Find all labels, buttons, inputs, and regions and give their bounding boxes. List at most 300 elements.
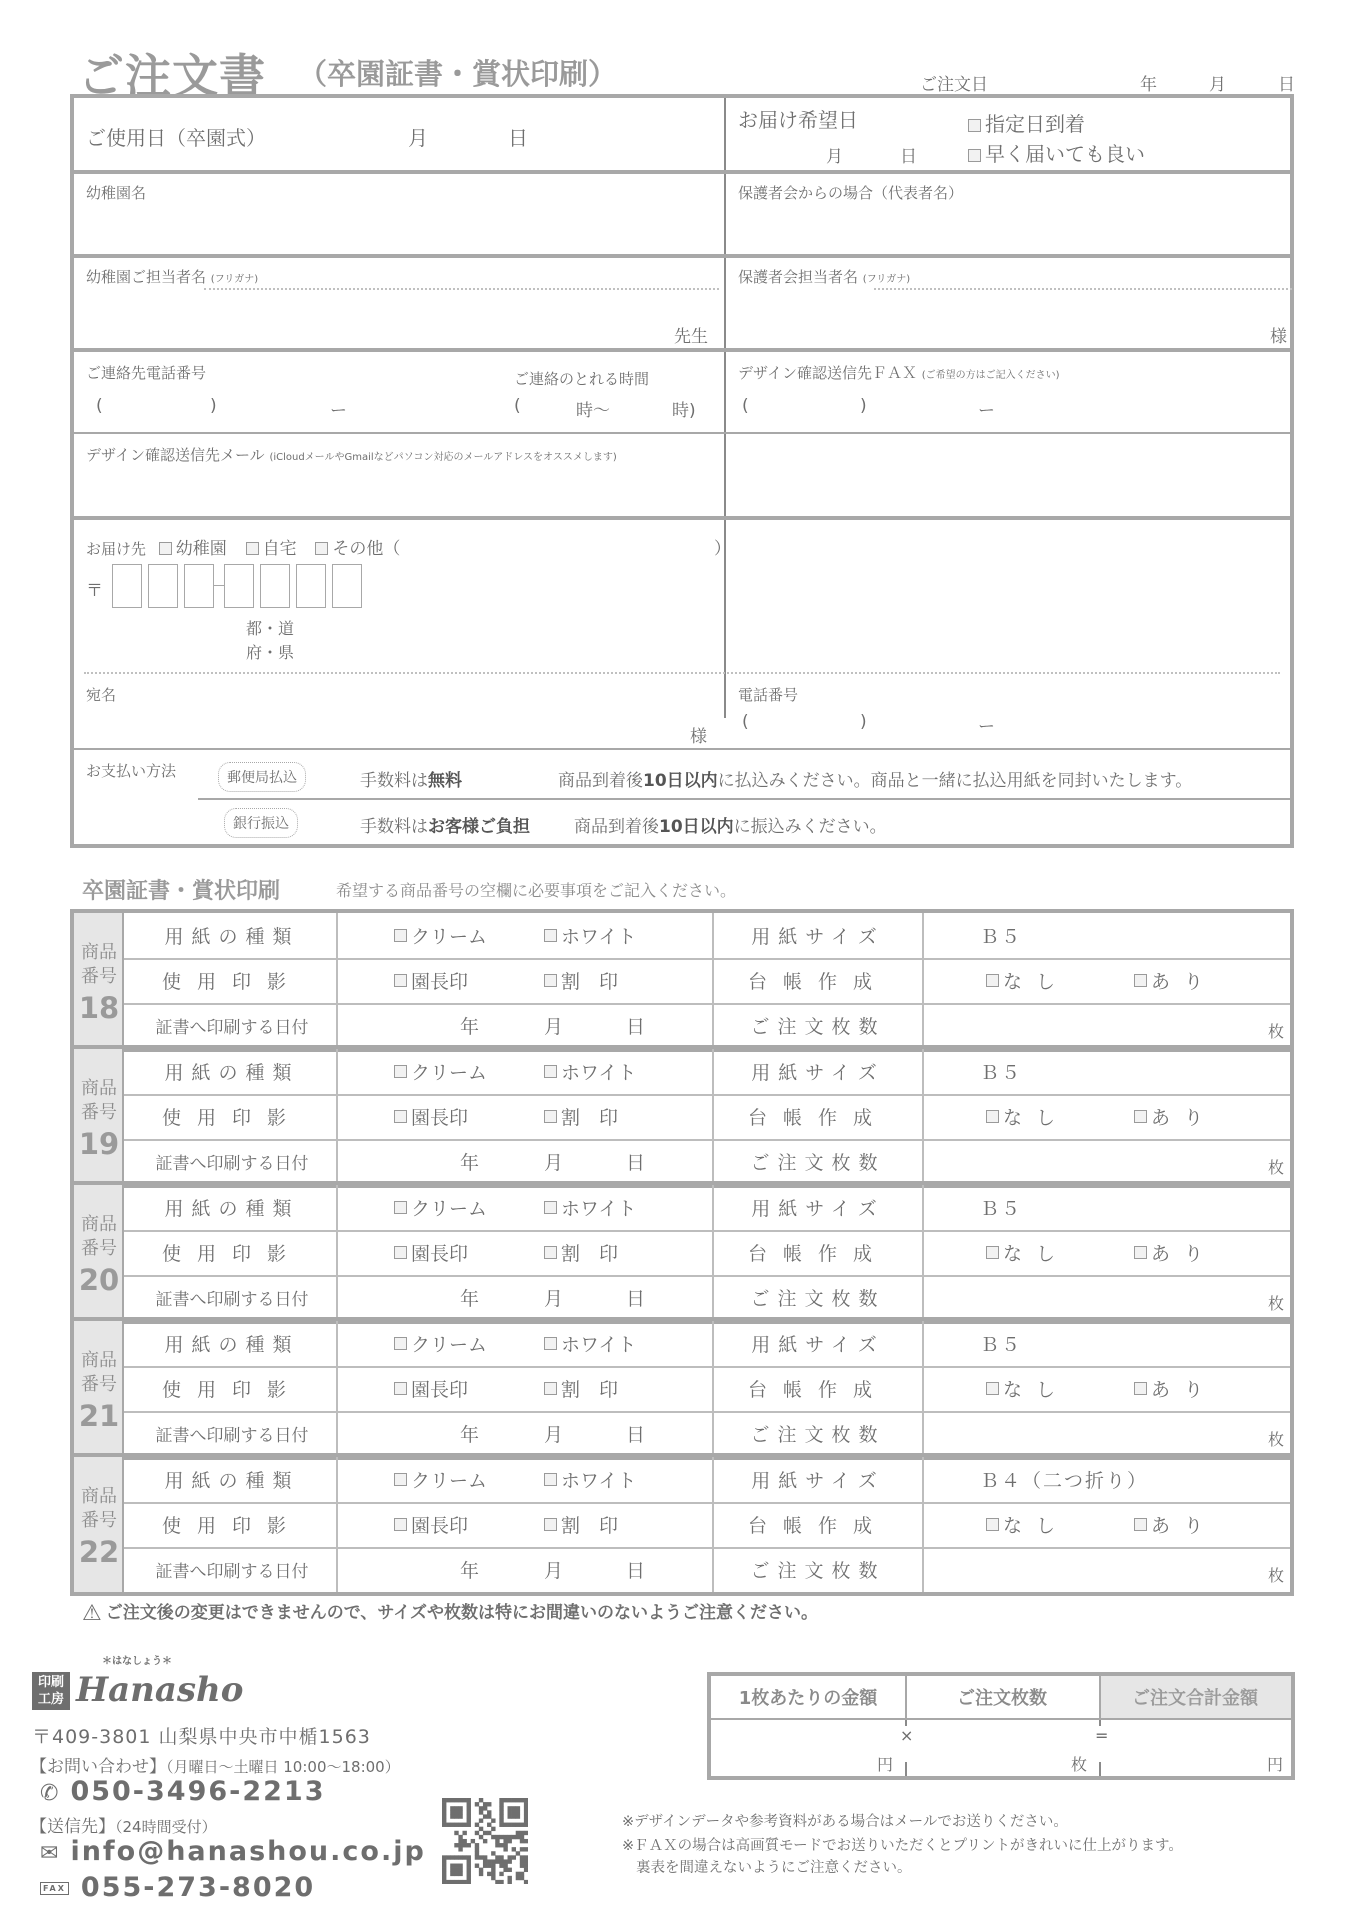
quantity-unit: 枚 bbox=[1268, 1294, 1285, 1313]
qr-module bbox=[446, 1798, 450, 1802]
quantity-input[interactable] bbox=[932, 1279, 1252, 1315]
zip-digit-7[interactable] bbox=[332, 564, 362, 608]
seal-label: 使用印影 bbox=[161, 971, 302, 993]
checkbox[interactable] bbox=[1134, 1518, 1147, 1531]
checkbox[interactable] bbox=[394, 1473, 407, 1486]
print-date-day[interactable]: 日 bbox=[626, 1560, 646, 1582]
print-date-month[interactable]: 月 bbox=[544, 1560, 564, 1582]
print-date-month[interactable]: 月 bbox=[544, 1152, 564, 1174]
checkbox[interactable] bbox=[968, 119, 981, 132]
ship-other-input[interactable] bbox=[514, 530, 704, 556]
delivery-month[interactable]: 月 bbox=[826, 147, 843, 167]
product-table-22 bbox=[70, 1453, 1294, 1596]
quantity-input[interactable] bbox=[932, 1007, 1252, 1043]
order-date bbox=[920, 70, 1295, 95]
product-number-cell bbox=[74, 1457, 124, 1592]
checkbox[interactable] bbox=[544, 1337, 557, 1350]
qr-module bbox=[454, 1872, 458, 1876]
ledger-label: 台帳作成 bbox=[747, 1515, 888, 1537]
ledger-no-option[interactable]: な し bbox=[986, 1502, 1059, 1547]
summary-header-total: ご注文合計金額 bbox=[1099, 1676, 1291, 1718]
qr-module bbox=[503, 1835, 507, 1839]
logo-name: Hanasho bbox=[76, 1670, 244, 1710]
qr-module bbox=[483, 1864, 487, 1868]
checkbox[interactable] bbox=[544, 1201, 557, 1214]
checkbox[interactable] bbox=[394, 974, 407, 987]
qr-module bbox=[458, 1806, 462, 1810]
qr-module bbox=[467, 1864, 471, 1868]
qr-module bbox=[499, 1802, 503, 1806]
checkbox[interactable] bbox=[394, 1246, 407, 1259]
seal-split-option[interactable]: 割 印 bbox=[544, 1502, 618, 1547]
qr-module bbox=[499, 1872, 503, 1876]
qr-code[interactable] bbox=[442, 1798, 528, 1884]
phone-paren-open: ( bbox=[96, 396, 103, 416]
ship-phone-dash: ー bbox=[978, 717, 995, 737]
zip-digit-5[interactable] bbox=[260, 564, 290, 608]
warning-icon: ⚠ bbox=[82, 1601, 102, 1626]
qr-module bbox=[483, 1839, 487, 1843]
guardian-assoc-label: 保護者会からの場合（代表者名） bbox=[738, 184, 964, 202]
zip-digit-6[interactable] bbox=[296, 564, 326, 608]
print-date-month[interactable]: 月 bbox=[544, 1288, 564, 1310]
checkbox[interactable] bbox=[544, 1110, 557, 1123]
logo-badge: 印刷 工房 bbox=[32, 1672, 70, 1710]
qr-module bbox=[508, 1876, 512, 1880]
qr-module bbox=[450, 1864, 454, 1868]
qr-module bbox=[491, 1835, 495, 1839]
ledger-yes-option[interactable]: あ り bbox=[1134, 958, 1207, 1003]
qr-module bbox=[487, 1831, 491, 1835]
kindergarten-contact-input[interactable] bbox=[84, 294, 644, 334]
paper-size-label: 用紙サイズ bbox=[751, 1470, 885, 1492]
checkbox[interactable] bbox=[246, 542, 259, 555]
seal-split-option[interactable]: 割 印 bbox=[544, 1094, 618, 1139]
qr-module bbox=[467, 1843, 471, 1847]
qr-module bbox=[512, 1847, 516, 1851]
checkbox[interactable] bbox=[544, 1065, 557, 1078]
kindergarten-name-input[interactable] bbox=[84, 202, 714, 246]
qr-module bbox=[520, 1864, 524, 1868]
qr-module bbox=[524, 1818, 528, 1822]
ledger-label: 台帳作成 bbox=[747, 1379, 888, 1401]
delivery-day[interactable]: 日 bbox=[900, 147, 917, 167]
checkbox[interactable] bbox=[968, 149, 981, 162]
checkbox[interactable] bbox=[394, 1110, 407, 1123]
ledger-yes-option[interactable]: あ り bbox=[1134, 1230, 1207, 1275]
paper-white-option[interactable]: ホワイト bbox=[544, 913, 636, 958]
seal-director-option[interactable]: 園長印 bbox=[394, 958, 468, 1003]
qr-module bbox=[516, 1851, 520, 1855]
order-date-year: 年 bbox=[1140, 75, 1157, 95]
ship-opt-home[interactable]: 自宅 bbox=[246, 540, 297, 558]
quantity-input[interactable] bbox=[932, 1143, 1252, 1179]
qr-module bbox=[458, 1835, 462, 1839]
checkbox[interactable] bbox=[986, 1382, 999, 1395]
qr-module bbox=[442, 1810, 446, 1814]
qr-module bbox=[503, 1864, 507, 1868]
qr-module bbox=[520, 1798, 524, 1802]
qr-module bbox=[508, 1814, 512, 1818]
paper-cream-option[interactable]: クリーム bbox=[394, 1185, 487, 1230]
print-date-day[interactable]: 日 bbox=[626, 1152, 646, 1174]
product-number-cell bbox=[74, 1185, 124, 1320]
checkbox[interactable] bbox=[394, 929, 407, 942]
quantity-unit: 枚 bbox=[1268, 1022, 1285, 1041]
zip-digit-4[interactable] bbox=[224, 564, 254, 608]
payment-note-postal: 商品到着後10日以内に払込みください。商品と一緒に払込用紙を同封いたします。 bbox=[558, 771, 1193, 791]
logo bbox=[32, 1656, 272, 1714]
qr-module bbox=[512, 1835, 516, 1839]
summary-table bbox=[707, 1672, 1295, 1780]
qr-module bbox=[458, 1843, 462, 1847]
qr-module bbox=[495, 1843, 499, 1847]
qr-module bbox=[495, 1839, 499, 1843]
qr-module bbox=[467, 1868, 471, 1872]
checkbox[interactable] bbox=[544, 1246, 557, 1259]
paper-cream-option[interactable]: クリーム bbox=[394, 1457, 487, 1502]
addressee-input[interactable] bbox=[84, 702, 664, 734]
qr-module bbox=[446, 1823, 450, 1827]
ledger-yes-option[interactable]: あ り bbox=[1134, 1366, 1207, 1411]
product-number-label: 商品 番号 bbox=[81, 1486, 117, 1531]
qr-module bbox=[503, 1843, 507, 1847]
qr-module bbox=[499, 1835, 503, 1839]
print-date-label: 証書へ印刷する日付 bbox=[155, 1154, 309, 1174]
delivery-date-label: お届け希望日 bbox=[738, 108, 858, 132]
paper-type-label: 用紙の種類 bbox=[164, 1062, 300, 1084]
paper-white-option[interactable]: ホワイト bbox=[544, 1457, 636, 1502]
checkbox[interactable] bbox=[394, 1065, 407, 1078]
summary-header-quantity: ご注文枚数 bbox=[957, 1688, 1047, 1709]
checkbox[interactable] bbox=[394, 1382, 407, 1395]
qr-module bbox=[508, 1835, 512, 1839]
ledger-yes-option[interactable]: あ り bbox=[1134, 1502, 1207, 1547]
qr-module bbox=[491, 1864, 495, 1868]
checkbox[interactable] bbox=[315, 542, 328, 555]
paper-white-option[interactable]: ホワイト bbox=[544, 1185, 636, 1230]
times-sign: × bbox=[900, 1726, 914, 1745]
warning: ⚠ ご注文後の変更はできませんので、サイズや枚数は特にお間違いのないようご注意ください。 bbox=[82, 1601, 819, 1626]
print-date-year[interactable]: 年 bbox=[460, 1288, 480, 1310]
qr-module bbox=[520, 1835, 524, 1839]
guardian-contact-label: 保護者会担当者名 (フリガナ) bbox=[738, 268, 911, 286]
guardian-contact-input[interactable] bbox=[736, 294, 1256, 334]
phone-number-input[interactable] bbox=[224, 392, 324, 420]
ledger-yes-option[interactable]: あ り bbox=[1134, 1094, 1207, 1139]
ship-phone-label: 電話番号 bbox=[738, 686, 799, 704]
qr-module bbox=[495, 1855, 499, 1859]
checkbox[interactable] bbox=[544, 1518, 557, 1531]
qr-module bbox=[479, 1798, 483, 1802]
addressee-sama: 様 bbox=[690, 727, 707, 747]
qr-module bbox=[458, 1868, 462, 1872]
qr-module bbox=[458, 1847, 462, 1851]
qr-module bbox=[520, 1831, 524, 1835]
contact-fax[interactable]: FAX 055-273-8020 bbox=[40, 1872, 315, 1903]
seal-label: 使用印影 bbox=[161, 1515, 302, 1537]
print-date-label: 証書へ印刷する日付 bbox=[155, 1426, 309, 1446]
qr-module bbox=[508, 1810, 512, 1814]
note-front-back: 裏表を間違えないようにご注意ください。 bbox=[636, 1860, 912, 1876]
qr-module bbox=[512, 1855, 516, 1859]
seal-director-option[interactable]: 園長印 bbox=[394, 1502, 468, 1547]
print-date-year[interactable]: 年 bbox=[460, 1152, 480, 1174]
note-design-data: ※デザインデータや参考資料がある場合はメールでお送りください。 bbox=[622, 1814, 1068, 1830]
zip-digit-2[interactable] bbox=[148, 564, 178, 608]
fax-input[interactable] bbox=[1004, 392, 1274, 420]
qr-module bbox=[524, 1798, 528, 1802]
qr-module bbox=[495, 1880, 499, 1884]
qr-module bbox=[454, 1843, 458, 1847]
print-date-year[interactable]: 年 bbox=[460, 1424, 480, 1446]
ledger-no-option[interactable]: な し bbox=[986, 1366, 1059, 1411]
qr-module bbox=[458, 1864, 462, 1868]
product-number-cell bbox=[74, 1049, 124, 1184]
qr-module bbox=[520, 1855, 524, 1859]
qr-module bbox=[446, 1855, 450, 1859]
quantity-input[interactable] bbox=[932, 1415, 1252, 1451]
zip-digit-1[interactable] bbox=[112, 564, 142, 608]
paper-white-option[interactable]: ホワイト bbox=[544, 1321, 636, 1366]
paper-size-value: Ｂ４（二つ折り） bbox=[980, 1470, 1149, 1492]
contact-email[interactable]: ✉ info@hanashou.co.jp bbox=[40, 1836, 426, 1867]
inquiry-line: 【お問い合わせ】（月曜日～土曜日 10:00～18:00） bbox=[30, 1757, 400, 1777]
paper-size-label: 用紙サイズ bbox=[751, 1334, 885, 1356]
qr-module bbox=[524, 1831, 528, 1835]
fax-icon: FAX bbox=[40, 1882, 69, 1895]
print-date-day[interactable]: 日 bbox=[626, 1016, 646, 1038]
checkbox[interactable] bbox=[544, 1382, 557, 1395]
zip-digit-3[interactable] bbox=[184, 564, 214, 608]
paper-size-value: Ｂ５ bbox=[980, 1334, 1023, 1356]
seal-label: 使用印影 bbox=[161, 1243, 302, 1265]
ledger-no-option[interactable]: な し bbox=[986, 1094, 1059, 1139]
qr-module bbox=[487, 1872, 491, 1876]
qr-module bbox=[516, 1823, 520, 1827]
email-input[interactable] bbox=[84, 468, 1284, 508]
address-input[interactable] bbox=[314, 612, 1274, 658]
order-date-label: ご注文日 bbox=[920, 75, 988, 95]
qr-module bbox=[442, 1880, 446, 1884]
checkbox[interactable] bbox=[544, 1473, 557, 1486]
qr-module bbox=[520, 1839, 524, 1843]
qr-module bbox=[475, 1843, 479, 1847]
seal-director-option[interactable]: 園長印 bbox=[394, 1094, 468, 1139]
payment-method-bank[interactable]: 銀行振込 bbox=[224, 808, 298, 838]
phone-paren-close: ) bbox=[210, 396, 217, 416]
guardian-assoc-input[interactable] bbox=[736, 202, 1286, 246]
checkbox[interactable] bbox=[394, 1518, 407, 1531]
qr-module bbox=[520, 1847, 524, 1851]
checkbox[interactable] bbox=[394, 1337, 407, 1350]
email-label: デザイン確認送信先メール (iCloudメールやGmailなどパソコン対応のメールアドレスをオススメします) bbox=[86, 446, 617, 464]
qr-module bbox=[454, 1823, 458, 1827]
ship-opt-other-close: ） bbox=[714, 539, 731, 559]
print-date-year[interactable]: 年 bbox=[460, 1560, 480, 1582]
sensei-suffix: 先生 bbox=[674, 327, 708, 347]
qr-module bbox=[467, 1818, 471, 1822]
paper-size-value: Ｂ５ bbox=[980, 926, 1023, 948]
phone-dash: ー bbox=[330, 401, 347, 421]
use-date-month[interactable]: 月 bbox=[408, 126, 428, 150]
qr-module bbox=[458, 1872, 462, 1876]
qr-module bbox=[479, 1806, 483, 1810]
paper-cream-option[interactable]: クリーム bbox=[394, 1321, 487, 1366]
qr-module bbox=[454, 1810, 458, 1814]
qr-module bbox=[467, 1876, 471, 1880]
checkbox[interactable] bbox=[1134, 974, 1147, 987]
seal-director-option[interactable]: 園長印 bbox=[394, 1366, 468, 1411]
product-number: 21 bbox=[78, 1399, 120, 1433]
qr-module bbox=[442, 1818, 446, 1822]
qr-module bbox=[442, 1814, 446, 1818]
ship-phone-input[interactable] bbox=[1004, 708, 1274, 736]
contact-time-close[interactable]: 時) bbox=[672, 401, 696, 421]
qr-module bbox=[512, 1806, 516, 1810]
qr-module bbox=[491, 1827, 495, 1831]
contact-time-mid[interactable]: 時～ bbox=[576, 401, 610, 421]
delivery-option-early[interactable]: 早く届いても良い bbox=[968, 138, 1145, 167]
qr-module bbox=[499, 1823, 503, 1827]
payment-method-postal[interactable]: 郵便局払込 bbox=[218, 762, 306, 792]
kindergarten-contact-label: 幼稚園ご担当者名 (フリガナ) bbox=[86, 268, 259, 286]
quantity-input[interactable] bbox=[915, 1724, 1065, 1772]
checkbox[interactable] bbox=[544, 929, 557, 942]
qr-module bbox=[499, 1818, 503, 1822]
product-number: 22 bbox=[78, 1535, 120, 1569]
qr-module bbox=[512, 1823, 516, 1827]
qr-module bbox=[454, 1855, 458, 1859]
qr-module bbox=[503, 1847, 507, 1851]
ship-opt-other[interactable]: その他（ bbox=[315, 540, 400, 558]
print-date-day[interactable]: 日 bbox=[626, 1424, 646, 1446]
qr-module bbox=[508, 1839, 512, 1843]
delivery-option-specified[interactable]: 指定日到着 bbox=[968, 108, 1085, 137]
checkbox[interactable] bbox=[544, 974, 557, 987]
print-date-month[interactable]: 月 bbox=[544, 1016, 564, 1038]
seal-split-option[interactable]: 割 印 bbox=[544, 1366, 618, 1411]
qr-module bbox=[503, 1859, 507, 1863]
qr-module bbox=[462, 1843, 466, 1847]
seal-director-option[interactable]: 園長印 bbox=[394, 1230, 468, 1275]
qr-module bbox=[467, 1814, 471, 1818]
qr-module bbox=[499, 1864, 503, 1868]
qr-module bbox=[508, 1855, 512, 1859]
checkbox[interactable] bbox=[986, 1246, 999, 1259]
quantity-label: ご注文枚数 bbox=[750, 1560, 886, 1582]
qr-module bbox=[479, 1818, 483, 1822]
checkbox[interactable] bbox=[394, 1201, 407, 1214]
payment-note-bank: 商品到着後10日以内に振込みください。 bbox=[574, 817, 887, 837]
print-date-label: 証書へ印刷する日付 bbox=[155, 1562, 309, 1582]
checkbox[interactable] bbox=[1134, 1382, 1147, 1395]
qr-module bbox=[442, 1806, 446, 1810]
seal-split-option[interactable]: 割 印 bbox=[544, 958, 618, 1003]
qr-module bbox=[516, 1814, 520, 1818]
qr-module bbox=[487, 1802, 491, 1806]
checkbox[interactable] bbox=[1134, 1110, 1147, 1123]
checkbox[interactable] bbox=[986, 1518, 999, 1531]
seal-split-option[interactable]: 割 印 bbox=[544, 1230, 618, 1275]
qr-module bbox=[458, 1839, 462, 1843]
paper-type-label: 用紙の種類 bbox=[164, 1470, 300, 1492]
kindergarten-name-label: 幼稚園名 bbox=[86, 184, 147, 202]
qr-module bbox=[450, 1823, 454, 1827]
ledger-label: 台帳作成 bbox=[747, 1107, 888, 1129]
qr-module bbox=[450, 1798, 454, 1802]
quantity-input[interactable] bbox=[932, 1551, 1252, 1587]
paper-size-value: Ｂ５ bbox=[980, 1198, 1023, 1220]
total-input[interactable] bbox=[1109, 1724, 1259, 1772]
qr-module bbox=[471, 1839, 475, 1843]
quantity-unit: 枚 bbox=[1268, 1430, 1285, 1449]
qr-module bbox=[503, 1798, 507, 1802]
qr-module bbox=[458, 1798, 462, 1802]
qr-module bbox=[520, 1823, 524, 1827]
qr-module bbox=[442, 1868, 446, 1872]
qr-module bbox=[450, 1806, 454, 1810]
note-fax-quality: ※ＦＡＸの場合は高画質モードでお送りいただくとプリントがきれいに仕上がります。 bbox=[622, 1838, 1183, 1854]
use-date-day[interactable]: 日 bbox=[508, 126, 528, 150]
checkbox[interactable] bbox=[1134, 1246, 1147, 1259]
checkbox[interactable] bbox=[159, 542, 172, 555]
qr-module bbox=[475, 1823, 479, 1827]
order-form bbox=[70, 94, 1294, 848]
qr-module bbox=[458, 1814, 462, 1818]
order-date-day: 日 bbox=[1278, 75, 1295, 95]
qr-module bbox=[475, 1831, 479, 1835]
qr-module bbox=[499, 1859, 503, 1863]
qr-module bbox=[516, 1806, 520, 1810]
qr-module bbox=[508, 1868, 512, 1872]
prefecture-label-1: 都・道 bbox=[246, 619, 295, 638]
ledger-no-option[interactable]: な し bbox=[986, 958, 1059, 1003]
unit-price-input[interactable] bbox=[717, 1724, 867, 1772]
qr-module bbox=[516, 1798, 520, 1802]
paper-cream-option[interactable]: クリーム bbox=[394, 1049, 487, 1094]
ledger-no-option[interactable]: な し bbox=[986, 1230, 1059, 1275]
ship-opt-kindergarten[interactable]: 幼稚園 bbox=[159, 540, 227, 558]
qr-module bbox=[499, 1798, 503, 1802]
ledger-label: 台帳作成 bbox=[747, 1243, 888, 1265]
qr-module bbox=[483, 1859, 487, 1863]
quantity-label: ご注文枚数 bbox=[750, 1152, 886, 1174]
qr-module bbox=[454, 1868, 458, 1872]
print-date-day[interactable]: 日 bbox=[626, 1288, 646, 1310]
phone-area-input[interactable] bbox=[108, 392, 188, 420]
qr-module bbox=[450, 1868, 454, 1872]
qr-module bbox=[491, 1872, 495, 1876]
qr-module bbox=[491, 1851, 495, 1855]
checkbox[interactable] bbox=[986, 1110, 999, 1123]
checkbox[interactable] bbox=[986, 974, 999, 987]
guardian-sama-suffix: 様 bbox=[1270, 327, 1287, 347]
qr-module bbox=[479, 1810, 483, 1814]
qr-module bbox=[499, 1880, 503, 1884]
paper-type-label: 用紙の種類 bbox=[164, 926, 300, 948]
company-address: 〒409-3801 山梨県中央市中楯1563 bbox=[32, 1726, 371, 1748]
qr-module bbox=[524, 1814, 528, 1818]
print-date-month[interactable]: 月 bbox=[544, 1424, 564, 1446]
paper-white-option[interactable]: ホワイト bbox=[544, 1049, 636, 1094]
contact-phone[interactable]: ✆ 050-3496-2213 bbox=[40, 1776, 326, 1807]
qr-module bbox=[487, 1823, 491, 1827]
paper-cream-option[interactable]: クリーム bbox=[394, 913, 487, 958]
print-date-year[interactable]: 年 bbox=[460, 1016, 480, 1038]
qr-module bbox=[454, 1831, 458, 1835]
qr-module bbox=[487, 1810, 491, 1814]
